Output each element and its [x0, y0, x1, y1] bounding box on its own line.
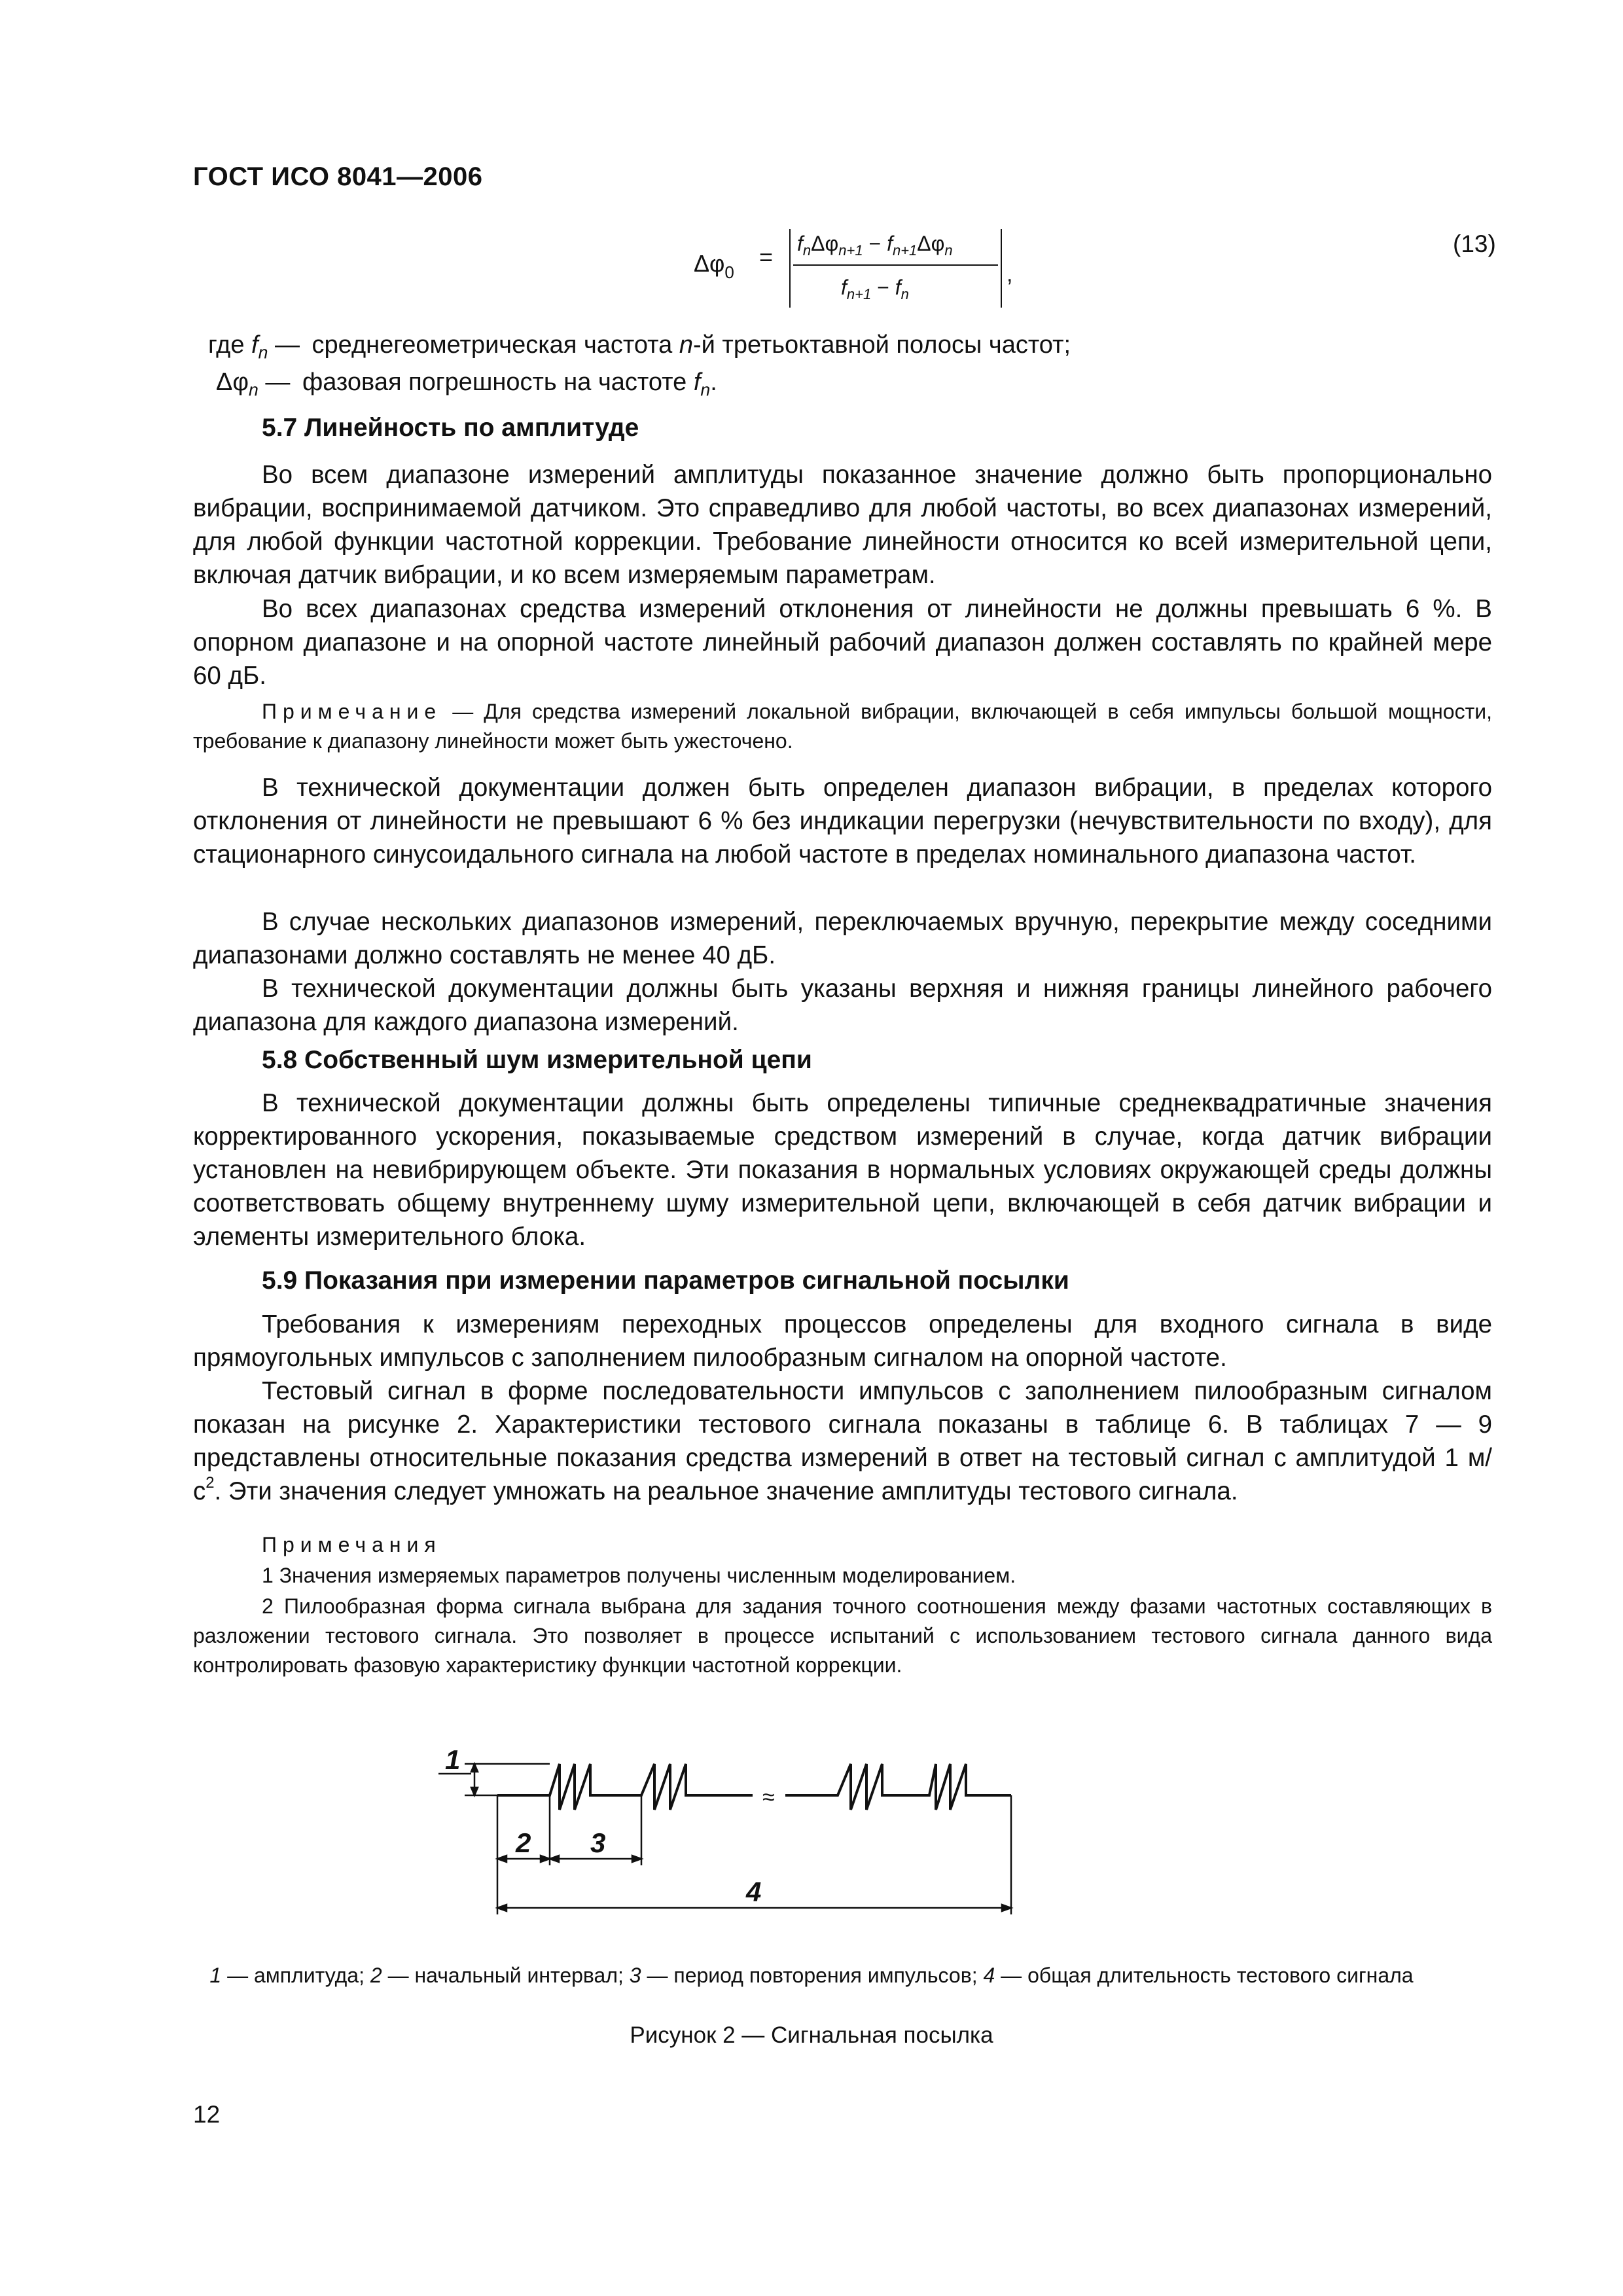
where-line-1: где $f_n$ — среднегеометрическая частота n-й третьоктавной полосы частот;	[208, 331, 1071, 363]
formula-lhs: Δφ	[694, 250, 725, 277]
formula-denominator: $f_{n+1} - f_n$	[841, 276, 909, 302]
s57-paragraph-2: Во всех диапазонах средства измерений отклонения от линейности не должны превышать 6 %. В опорном диапазоне и на опорной частоте линейный рабочий диапазон должен составлять по крайней мере 60 дБ.	[193, 595, 1492, 690]
formula-comma: ,	[1007, 262, 1013, 287]
s59-paragraph-2: Тестовый сигнал в форме последовательности импульсов с заполнением пилообразным сигналом показан на рисунке 2. Характеристики тестового сигнала показаны в таблице 6. В таблицах 7 — 9 представлены относительные показания средства измерений в ответ на тестовый сигнал с амплитудой 1 $м/с^2$. Эти значения следует умножать на реальное значение амплитуды тестового сигнала.	[193, 1377, 1492, 1505]
signal-burst-1	[497, 1764, 753, 1810]
break-mark: ≈	[762, 1785, 775, 1810]
s57-paragraph-5: В технической документации должны быть указаны верхняя и нижняя границы линейного рабочего диапазона для каждого диапазона измерений.	[193, 975, 1492, 1036]
signal-burst-2	[785, 1764, 1011, 1810]
s59-paragraph-1: Требования к измерениям переходных процессов определены для входного сигнала в виде прямоугольных импульсов с заполнением пилообразным сигналом на опорной частоте.	[193, 1310, 1492, 1372]
svg-text:Δφ0	[694, 250, 734, 282]
formula-equals: =	[759, 243, 774, 270]
formula-lhs-sub: 0	[724, 262, 734, 282]
where-line-2: $\Delta\varphi_n$ — фазовая погрешность на частоте $f_n$.	[216, 368, 717, 400]
figure-label-1: 1	[445, 1744, 461, 1775]
figure-label-2: 2	[516, 1827, 531, 1858]
section-5-8-heading: 5.8 Собственный шум измерительной цепи	[262, 1046, 812, 1074]
figure-title: Рисунок 2 — Сигнальная посылка	[630, 2022, 993, 2048]
figure-2-diagram	[419, 1718, 1283, 1941]
s59-notes-label: Примечания	[262, 1533, 442, 1556]
s57-paragraph-3: В технической документации должен быть определен диапазон вибрации, в пределах которого отклонения от линейности не превышают 6 % без индикации перегрузки (нечувствительности по входу), для стационарного синусоидального сигнала на любой частоте в пределах номинального диапазона частот.	[193, 774, 1492, 869]
equation-number: (13)	[1453, 230, 1496, 257]
figure-caption-legend: 1 — амплитуда; 2 — начальный интервал; 3 — период повторения импульсов; 4 — общая длительность тестового сигнала	[209, 1964, 1414, 1987]
s59-note-1: 1 Значения измеряемых параметров получены численным моделированием.	[262, 1564, 1016, 1587]
formula-13	[694, 219, 1060, 317]
s57-paragraph-4: В случае нескольких диапазонов измерений, переключаемых вручную, перекрытие между соседними диапазонами должно составлять не менее 40 дБ.	[193, 908, 1492, 969]
figure-label-4: 4	[746, 1876, 762, 1907]
section-5-7-heading: 5.7 Линейность по амплитуде	[262, 414, 639, 442]
s57-note: Примечание — Для средства измерений локальной вибрации, включающей в себя импульсы большой мощности, требование к диапазону линейности может быть ужесточено.	[193, 700, 1492, 753]
section-5-9-heading: 5.9 Показания при измерении параметров сигнальной посылки	[262, 1266, 1069, 1295]
formula-numerator: $f_n\Delta\varphi_{n+1} - f_{n+1}\Delta\varphi_n$	[797, 232, 953, 259]
s59-note-2: 2 Пилообразная форма сигнала выбрана для задания точного соотношения между фазами частотных составляющих в разложении тестового сигнала. Это позволяет в процессе испытаний с использованием тестового сигнала данного вида контролировать фазовую характеристику функции частотной коррекции.	[193, 1594, 1492, 1677]
s58-paragraph-1: В технической документации должны быть определены типичные среднеквадратичные значения корректированного ускорения, показываемые средством измерений в случае, когда датчик вибрации установлен на невибрирующем объекте. Эти показания в нормальных условиях окружающей среды должны соответствовать общему внутреннему шуму измерительной цепи, включающей в себя датчик вибрации и элементы измерительного блока.	[193, 1089, 1492, 1251]
document-header: ГОСТ ИСО 8041—2006	[193, 162, 483, 191]
figure-label-3: 3	[590, 1827, 606, 1858]
signal-waveform	[497, 1764, 1011, 1810]
s57-paragraph-1: Во всем диапазоне измерений амплитуды показанное значение должно быть пропорционально вибрации, воспринимаемой датчиком. Это справедливо для любой частоты, во всех диапазонах измерений, для любой функции частотной коррекции. Требование линейности относится ко всей измерительной цепи, включая датчик вибрации, и ко всем измеряемым параметрам.	[193, 461, 1492, 589]
page-number: 12	[193, 2101, 221, 2128]
